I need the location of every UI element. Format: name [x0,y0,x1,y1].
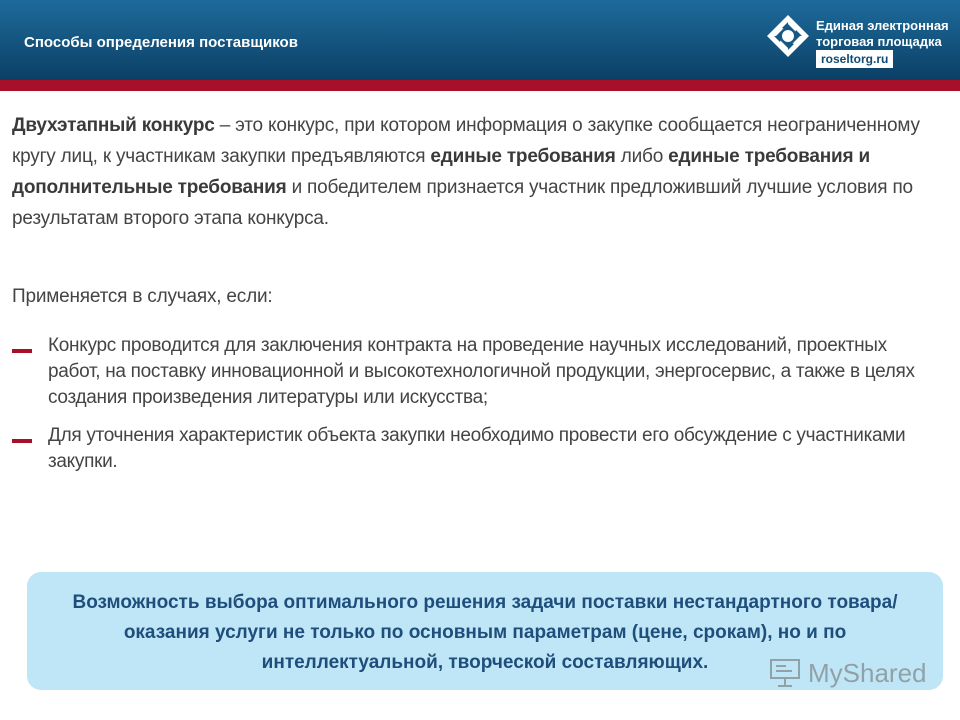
definition-text2: либо [615,146,669,167]
definition-text3: и победителем признается участник предложивший лучшие условия по результатам второго этапа конкурса. [12,177,913,229]
applies-label: Применяется в случаях, если: [12,286,273,307]
definition-paragraph [12,110,932,234]
logo-text-line1: Единая электронная [816,18,949,33]
logo-mark-icon [766,14,810,58]
logo-url: roseltorg.ru [816,50,893,68]
watermark-text: MyShared [808,658,927,688]
page-title: Способы определения поставщиков [24,34,298,51]
header-bar [0,0,960,80]
list-item-text: Для уточнения характеристик объекта закупки необходимо провести его обсуждение с участниками закупки. [48,425,906,472]
definition-term: Двухэтапный конкурс [12,115,215,136]
definition-bold2: единые требования и дополнительные требования [12,146,870,198]
logo-text-line2: торговая площадка [816,34,942,49]
callout-text: Возможность выбора оптимального решения задачи поставки нестандартного товара/оказания услуги не только по основным параметрам (цене, срокам), но и по интеллектуальной, творческой составляющих. [72,592,898,673]
presentation-icon [768,658,802,688]
header-stripe [0,80,960,91]
definition-bold1: единые требования [430,146,616,167]
roseltorg-logo [766,12,956,70]
bullet-dash-icon [12,439,32,443]
bullet-dash-icon [12,349,32,353]
list-item [12,333,922,411]
definition-text1: – это конкурс, при котором информация о закупке сообщается неограниченному кругу лиц, к участникам закупки предъявляются [12,115,920,167]
bullet-list [12,333,922,487]
list-item [12,423,922,475]
definition-block [12,110,932,234]
watermark [768,656,928,692]
list-item-text: Конкурс проводится для заключения контракта на проведение научных исследований, проектных работ, на поставку инновационной и высокотехнологичной продукции, энергосервис, а также в целях создания произведения литературы или искусства; [48,335,915,408]
